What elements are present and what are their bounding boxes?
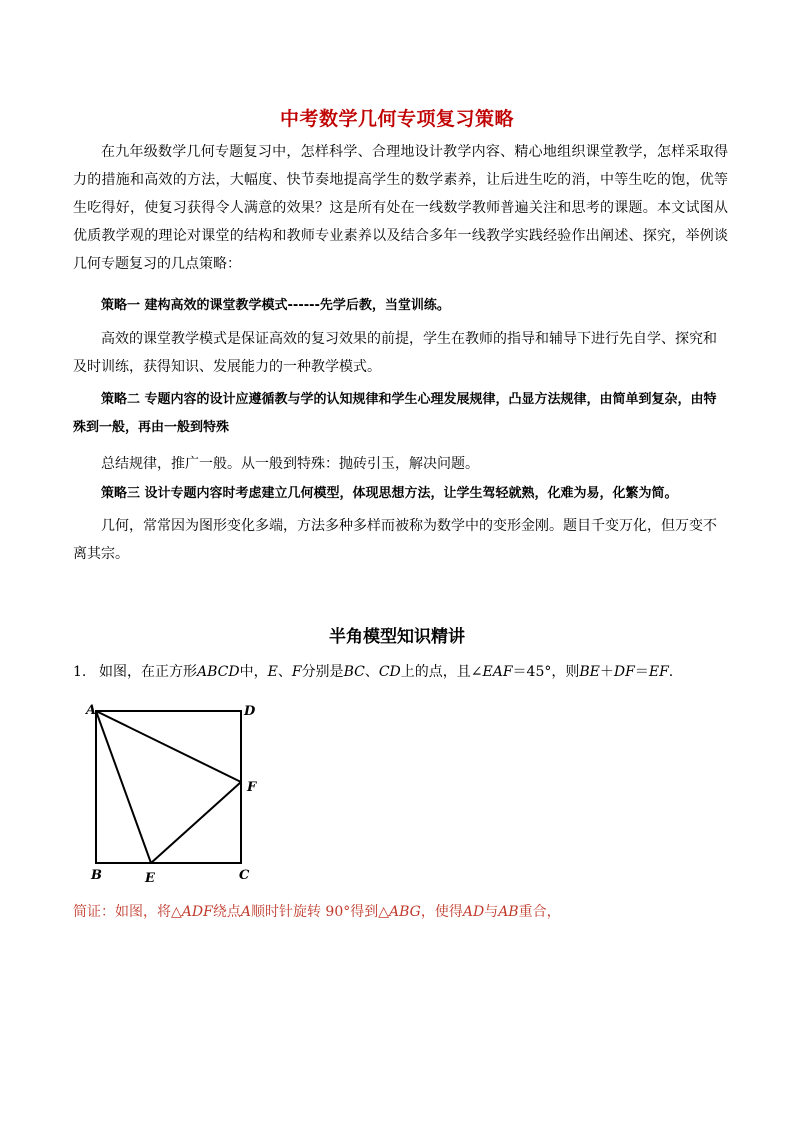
label-f: F xyxy=(247,780,257,795)
problem-var: CD xyxy=(378,664,401,680)
problem-text: 分别是 xyxy=(301,664,344,680)
strategy-1-heading: 策略一 建构高效的课堂教学模式------先学后教，当堂训练。 xyxy=(101,298,450,313)
problem-var: F xyxy=(291,664,302,680)
proof-var: AB xyxy=(498,904,519,920)
problem-var: EF xyxy=(648,664,669,680)
label-b: B xyxy=(91,868,102,883)
label-d: D xyxy=(244,704,256,719)
proof-part: 绕点 xyxy=(212,904,241,920)
proof-var: ADF xyxy=(181,904,213,920)
label-c: C xyxy=(239,868,250,883)
problem-text: ＋ xyxy=(599,664,614,680)
proof-part: 重合， xyxy=(518,904,561,920)
section-title: 半角模型知识精讲 xyxy=(329,627,465,647)
problem-text: 如图，在正方形 xyxy=(99,664,197,680)
problem-statement xyxy=(73,660,728,684)
proof-part: 与 xyxy=(484,904,499,920)
problem-var: BE xyxy=(579,664,600,680)
strategy-1-text: 高效的课堂教学模式是保证高效的复习效果的前提，学生在教师的指导和辅导下进行先自学、探究和及时训练，获得知识、发展能力的一种教学模式。 xyxy=(73,331,717,375)
strategy-3-text: 几何，常常因为图形变化多端，方法多种多样而被称为数学中的变形金刚。题目千变万化，但万变不离其宗。 xyxy=(73,518,717,562)
problem-text: 、 xyxy=(277,664,292,680)
strategy-3-heading: 策略三 设计专题内容时考虑建立几何模型，体现思想方法，让学生驾轻就熟，化难为易，化繁为简。 xyxy=(101,486,678,501)
proof-part: 简证：如图，将△ xyxy=(73,904,182,920)
page-title: 中考数学几何专项复习策略 xyxy=(279,108,514,130)
problem-text: ＝ xyxy=(634,664,649,680)
problem-text: 上的点，且∠ xyxy=(400,664,483,680)
strategy-2-heading: 策略二 专题内容的设计应遵循教与学的认知规律和学生心理发展规律，凸显方法规律，由简单到复杂，由特殊到一般，再由一般到特殊 xyxy=(73,392,717,435)
problem-text: 、 xyxy=(364,664,379,680)
problem-text: . xyxy=(668,664,674,680)
proof-var: A xyxy=(240,904,251,920)
problem-var: E xyxy=(267,664,278,680)
segment-ef xyxy=(151,782,241,863)
intro-paragraph: 在九年级数学几何专题复习中，怎样科学、合理地设计教学内容、精心地组织课堂教学，怎样采取得力的措施和高效的方法，大幅度、快节奏地提高学生的数学素养，让后进生吃的消，中等生吃的饱，优等生吃得好，使复习获得令人满意的效果？这是所有处在一线数学教师普遍关注和思考的课题。本文试图从优质教学观的理论对课堂的结构和教师专业素养以及结合多年一线教学实践经验作出阐述、探究，举例谈几何专题复习的几点策略： xyxy=(73,144,728,272)
strategy-2-text: 总结规律，推广一般。从一般到特殊：抛砖引玉，解决问题。 xyxy=(101,456,479,472)
problem-var: EAF xyxy=(482,664,513,680)
proof-var: ABG xyxy=(389,904,421,920)
proof-var: AD xyxy=(462,904,485,920)
proof-part: ，使得 xyxy=(420,904,463,920)
proof-part: 顺时针旋转 90°得到△ xyxy=(250,904,389,920)
square-abcd xyxy=(96,711,241,863)
label-a: A xyxy=(86,703,97,718)
problem-var: BC xyxy=(343,664,365,680)
problem-number: 1. xyxy=(73,664,87,680)
proof-text xyxy=(73,900,728,924)
problem-var: DF xyxy=(613,664,635,680)
label-e: E xyxy=(145,871,155,886)
problem-text: ＝45°，则 xyxy=(512,664,580,680)
square-figure xyxy=(78,698,268,890)
problem-var: ABCD xyxy=(197,664,240,680)
problem-text: 中， xyxy=(239,664,268,680)
